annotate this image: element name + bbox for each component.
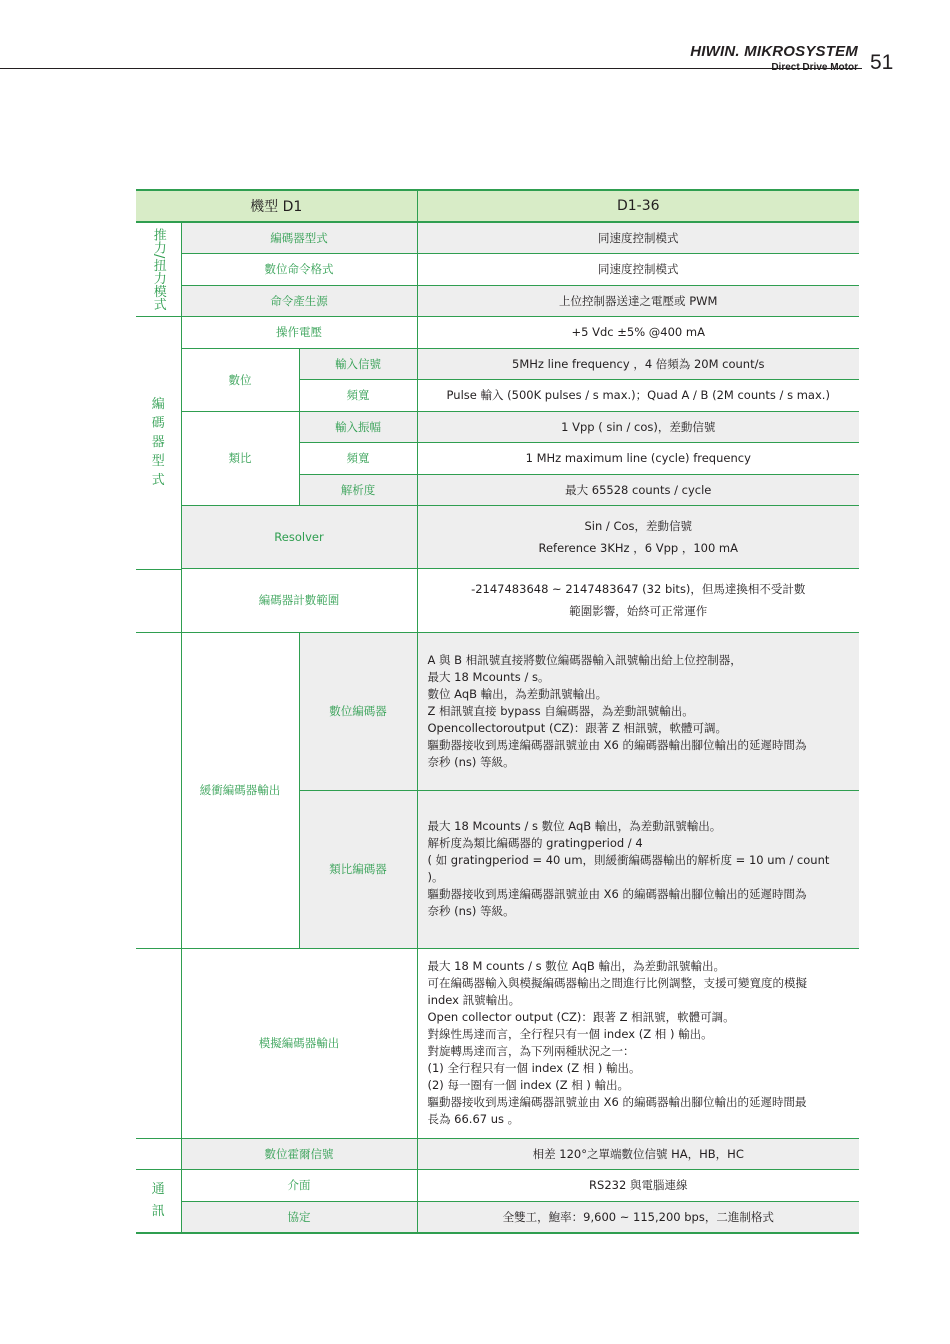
analog-group-label: 類比 [181,411,299,506]
voltage-label: 操作電壓 [181,317,417,349]
model-label: 機型 D1 [136,190,417,222]
emulated-label: 模擬編碼器輸出 [181,948,417,1138]
encoder-type-label: 編碼器型式 [181,222,417,254]
digital-encoder-desc [417,632,859,790]
protocol-value: 全雙工，鮑率：9,600 ~ 115,200 bps，二進制格式 [417,1201,859,1233]
hall-value: 相差 120°之單端數位信號 HA，HB，HC [417,1138,859,1170]
count-range-line: -2147483648 ~ 2147483647 (32 bits)，但馬達換相不受計數 [471,582,806,597]
table-row [136,222,859,254]
table-row [136,1201,859,1233]
table-row [136,348,859,380]
encoder-category-label: 編碼器型式 [151,397,165,489]
input-signal-label: 輸入信號 [299,348,417,380]
desc-line: 驅動器接收到馬達編碼器訊號並由 X6 的編碼器輸出腳位輸出的延遲時間為 [427,737,807,752]
empty-category-cell [136,948,181,1138]
desc-line: 解析度為類比編碼器的 gratingperiod / 4 [427,836,643,850]
cmd-source-value: 上位控制器送達之電壓或 PWM [417,285,859,317]
table-row [136,632,859,790]
table-row [136,411,859,443]
encoder-category [136,317,181,570]
page-number: 51 [870,51,894,74]
digital-group-label: 數位 [181,348,299,411]
thrust-category [136,222,181,317]
input-signal-value: 5MHz line frequency ，4 倍頻為 20M count/s [417,348,859,380]
amplitude-label: 輸入振幅 [299,411,417,443]
table-row [136,569,859,632]
desc-line: Z 相訊號直接 bypass 自編碼器，為差動訊號輸出。 [427,703,694,718]
cmd-source-label: 命令產生源 [181,285,417,317]
desc-line: (2) 每一圈有一個 index (Z 相 ) 輸出。 [427,1078,630,1092]
hall-label: 數位霍爾信號 [181,1138,417,1170]
analog-bandwidth-label: 頻寬 [299,443,417,475]
desc-line: 可在編碼器輸入與模擬編碼器輸出之間進行比例調整，支援可變寬度的模擬 [427,976,807,990]
resolver-label: Resolver [181,506,417,569]
desc-line: 最大 18 Mcounts / s 數位 AqB 輸出，為差動訊號輸出。 [427,819,722,833]
table-row [136,1138,859,1170]
digital-bandwidth-value: Pulse 輸入 (500K pulses / s max.)；Quad A / B (2M counts / s max.) [417,380,859,412]
desc-line: 對旋轉馬達而言，為下列兩種狀況之一： [427,1044,635,1058]
resolution-value: 最大 65528 counts / cycle [417,474,859,506]
comm-category-label: 通訊 [151,1181,165,1219]
thrust-category-label: 推力/扭力模式 [150,228,166,311]
empty-category-cell [136,569,181,632]
desc-line: index 訊號輸出。 [427,993,521,1007]
spec-table [136,189,859,1234]
voltage-value: +5 Vdc ±5% @400 mA [417,317,859,349]
desc-line: A 與 B 相訊號直接將數位編碼器輸入訊號輸出給上位控制器， [427,652,742,667]
interface-value: RS232 與電腦連線 [417,1170,859,1202]
empty-category-cell [136,632,181,948]
desc-line: ( 如 gratingperiod = 40 um，則緩衝編碼器輸出的解析度 = 10 um / count )。 [427,853,830,884]
amplitude-value: 1 Vpp ( sin / cos)，差動信號 [417,411,859,443]
brand-logo: HIWIN. MIKROSYSTEM [690,43,858,60]
digital-cmd-value: 同速度控制模式 [417,254,859,286]
desc-line: 奈秒 (ns) 等級。 [427,754,515,769]
buffer-label: 緩衝編碼器輸出 [181,632,299,948]
desc-line: 驅動器接收到馬達編碼器訊號並由 X6 的編碼器輸出腳位輸出的延遲時間最 [427,1095,807,1109]
comm-category [136,1170,181,1233]
resolver-value [417,506,859,569]
table-row [136,254,859,286]
table-row [136,948,859,1138]
emulated-desc [417,948,859,1138]
desc-line: 長為 66.67 us 。 [427,1112,520,1126]
count-range-line: 範圍影響，始終可正常運作 [569,604,708,619]
digital-cmd-label: 數位命令格式 [181,254,417,286]
desc-line: Open collector output (CZ)：跟著 Z 相訊號，軟體可調。 [427,1010,735,1024]
table-row [136,317,859,349]
protocol-label: 協定 [181,1201,417,1233]
resolution-label: 解析度 [299,474,417,506]
desc-line: Opencollectoroutput (CZ)：跟著 Z 相訊號，軟體可調。 [427,720,728,735]
analog-encoder-label: 類比編碼器 [299,790,417,948]
empty-category-cell [136,1138,181,1170]
desc-line: 奈秒 (ns) 等級。 [427,904,515,918]
desc-line: 最大 18 M counts / s 數位 AqB 輸出，為差動訊號輸出。 [427,959,725,973]
encoder-type-value: 同速度控制模式 [417,222,859,254]
desc-line: 對線性馬達而言，全行程只有一個 index (Z 相 ) 輸出。 [427,1027,713,1041]
resolver-value-line: Reference 3KHz ，6 Vpp ，100 mA [538,541,739,555]
interface-label: 介面 [181,1170,417,1202]
desc-line: 數位 AqB 輸出，為差動訊號輸出。 [427,686,608,701]
desc-line: 最大 18 Mcounts / s。 [427,669,550,684]
table-row [136,1170,859,1202]
analog-bandwidth-value: 1 MHz maximum line (cycle) frequency [417,443,859,475]
desc-line: 驅動器接收到馬達編碼器訊號並由 X6 的編碼器輸出腳位輸出的延遲時間為 [427,887,807,901]
table-header-row [136,190,859,222]
table-row [136,285,859,317]
table-row [136,506,859,569]
header-rule [0,68,862,69]
digital-encoder-label: 數位編碼器 [299,632,417,790]
digital-bandwidth-label: 頻寬 [299,380,417,412]
count-range-value [417,569,859,632]
model-value: D1-36 [417,190,859,222]
analog-encoder-desc [417,790,859,948]
resolver-value-line: Sin / Cos，差動信號 [584,519,693,533]
desc-line: (1) 全行程只有一個 index (Z 相 ) 輸出。 [427,1061,641,1075]
count-range-label: 編碼器計數範圍 [181,569,417,632]
